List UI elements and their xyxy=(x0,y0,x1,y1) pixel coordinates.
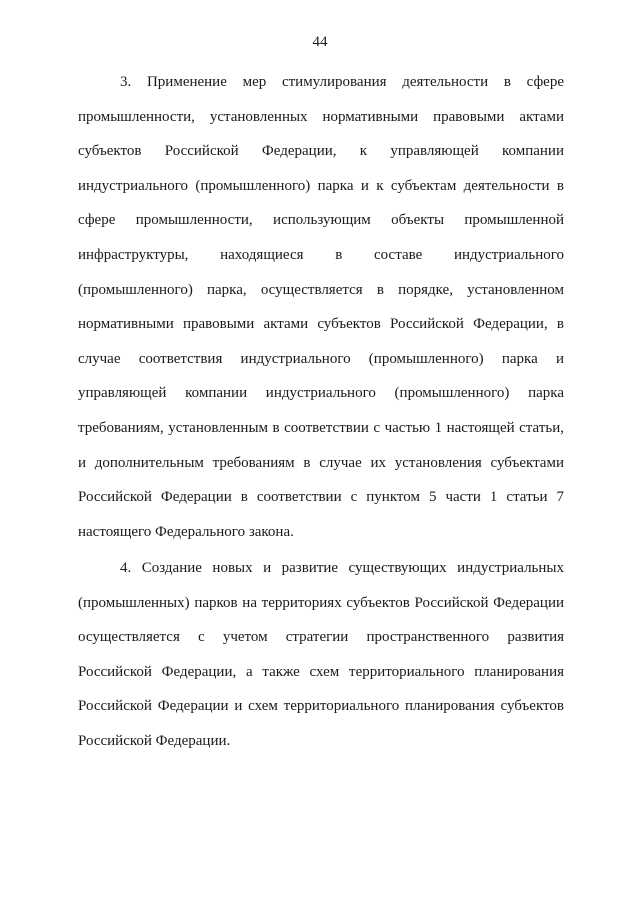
text-line: (промышленного) парка, осуществляется в порядке, установленном xyxy=(78,281,564,298)
text-line: сфере промышленности, использующим объекты промышленной xyxy=(78,212,564,229)
text-line: (промышленных) парков на территориях субъектов Российской Федерации xyxy=(78,594,564,611)
text-line: настоящего Федерального закона. xyxy=(78,523,294,540)
text-line: Российской Федерации в соответствии с пунктом 5 части 1 статьи 7 xyxy=(78,489,564,506)
text-line: индустриального (промышленного) парка и к субъектам деятельности в xyxy=(78,177,564,194)
text-line: требованиям, установленным в соответствии с частью 1 настоящей статьи, xyxy=(78,419,564,436)
text-line: инфраструктуры, находящиеся в составе индустриального xyxy=(78,246,564,263)
text-line: случае соответствия индустриального (промышленного) парка и xyxy=(78,350,564,367)
text-line: субъектов Российской Федерации, к управляющей компании xyxy=(78,143,564,160)
text-line: осуществляется с учетом стратегии пространственного развития xyxy=(78,629,564,646)
text-line: 3. Применение мер стимулирования деятельности в сфере xyxy=(120,74,564,90)
text-line: и дополнительным требованиям в случае их установления субъектами xyxy=(78,454,564,471)
page-number: 44 xyxy=(312,34,328,50)
text-line: нормативными правовыми актами субъектов Российской Федерации, в xyxy=(78,316,564,333)
text-line: Российской Федерации. xyxy=(78,732,231,749)
text-line: Российской Федерации, а также схем территориального планирования xyxy=(78,663,564,680)
text-line: Российской Федерации и схем территориального планирования субъектов xyxy=(78,698,564,715)
paragraph-3 xyxy=(78,73,564,557)
text-line: промышленности, установленных нормативными правовыми актами xyxy=(78,108,564,125)
text-line: 4. Создание новых и развитие существующих индустриальных xyxy=(120,560,564,576)
text-line: управляющей компании индустриального (промышленного) парка xyxy=(78,385,564,402)
paragraph-4 xyxy=(78,559,564,767)
